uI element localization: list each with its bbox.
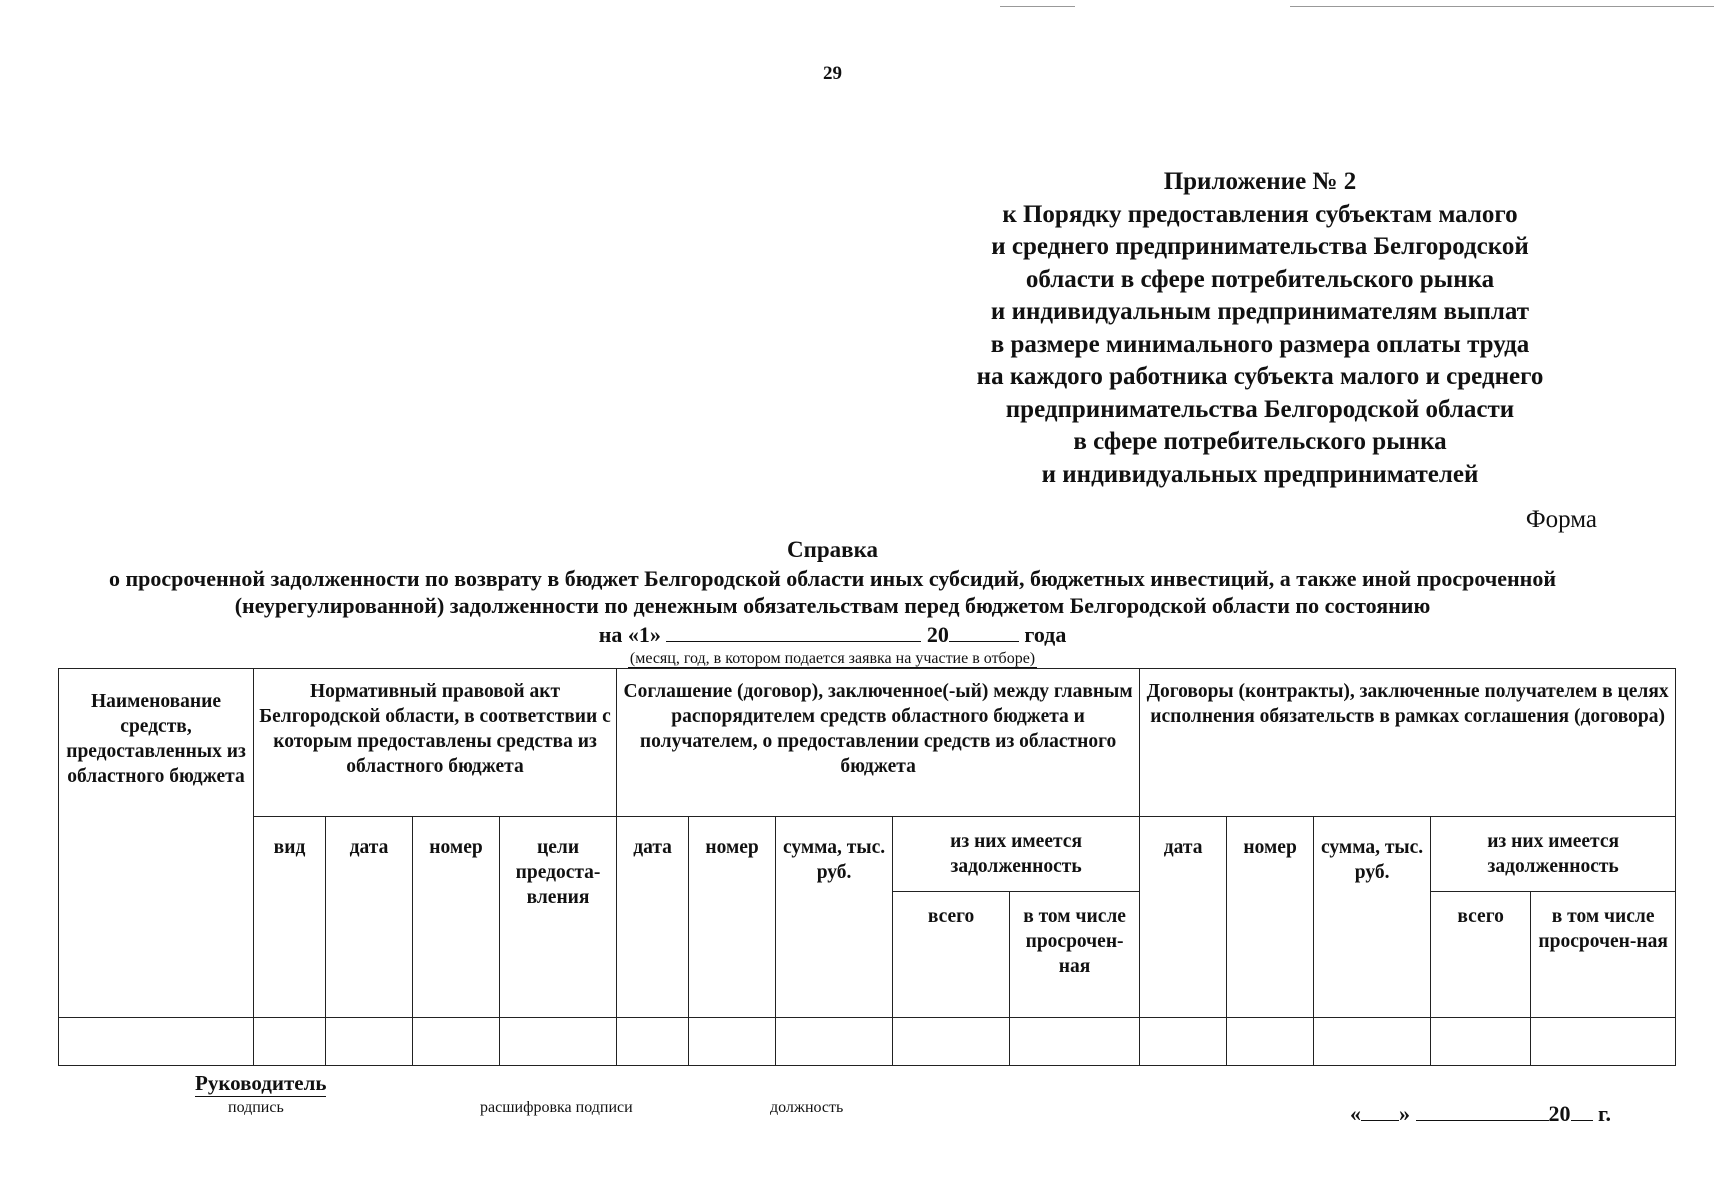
- table-cell[interactable]: [1140, 1017, 1227, 1065]
- month-blank-field[interactable]: [666, 621, 921, 642]
- header-agreement: Соглашение (договор), заключенное(-ый) между главным распорядителем средств областного бюджета и получателем, о предоставлении средств из областного бюджета: [617, 669, 1140, 817]
- table-row: [59, 1017, 1676, 1065]
- header-act-number: номер: [413, 817, 500, 1017]
- appendix-line: в сфере потребительского рынка: [1073, 428, 1447, 455]
- table-cell[interactable]: [1227, 1017, 1314, 1065]
- header-agreement-number: номер: [689, 817, 776, 1017]
- top-rule-1: [1000, 6, 1075, 7]
- appendix-header: [910, 166, 1610, 491]
- date-close-quote: »: [1399, 1101, 1410, 1126]
- table-cell[interactable]: [893, 1017, 1010, 1065]
- header-act-date: дата: [326, 817, 413, 1017]
- date-year-prefix: 20: [1548, 1101, 1571, 1126]
- table-cell[interactable]: [1431, 1017, 1531, 1065]
- date-caption-text: (месяц, год, в котором подается заявка на участие в отборе): [629, 650, 1036, 667]
- header-fund-name: Наименование средств, предоставленных из областного бюджета: [59, 669, 254, 1018]
- signature-decode-caption: расшифровка подписи: [480, 1099, 633, 1116]
- table-cell[interactable]: [1314, 1017, 1431, 1065]
- signature-date: [1350, 1100, 1611, 1127]
- table-cell[interactable]: [1010, 1017, 1140, 1065]
- header-contract-debt: из них имеется задолженность: [1431, 817, 1676, 891]
- table-cell[interactable]: [59, 1017, 254, 1065]
- table-cell[interactable]: [689, 1017, 776, 1065]
- table-cell[interactable]: [326, 1017, 413, 1065]
- top-rule-2: [1290, 6, 1714, 7]
- header-agreement-sum: сумма, тыс. руб.: [776, 817, 893, 1017]
- header-contract-debt-total: всего: [1431, 891, 1531, 1017]
- month-blank-field-footer[interactable]: [1416, 1100, 1549, 1121]
- head-label: Руководитель: [195, 1071, 327, 1095]
- appendix-line: к Порядку предоставления субъектам малого: [1002, 200, 1518, 228]
- header-agreement-debt: из них имеется задолженность: [893, 817, 1140, 891]
- header-act-type: вид: [254, 817, 326, 1017]
- table-cell[interactable]: [617, 1017, 689, 1065]
- appendix-line: области в сфере потребительского рынка: [1025, 265, 1495, 293]
- header-agreement-debt-total: всего: [893, 891, 1010, 1017]
- appendix-line: и среднего предпринимательства Белгородской: [991, 233, 1529, 260]
- appendix-line: предпринимательства Белгородской области: [1005, 395, 1515, 423]
- date-suffix: г.: [1598, 1101, 1612, 1126]
- date-open-quote: «: [1350, 1101, 1361, 1126]
- table-cell[interactable]: [413, 1017, 500, 1065]
- table-cell[interactable]: [776, 1017, 893, 1065]
- appendix-line: и индивидуальных предпринимателей: [1041, 460, 1479, 488]
- header-agreement-debt-overdue: в том числе просрочен-ная: [1010, 891, 1140, 1017]
- date-line-year-prefix: 20: [926, 622, 949, 647]
- document-title: Справка: [787, 537, 878, 562]
- appendix-line: и индивидуальным предпринимателям выплат: [990, 298, 1530, 325]
- table-cell[interactable]: [500, 1017, 617, 1065]
- year-blank-field[interactable]: [949, 621, 1019, 642]
- table-cell[interactable]: [254, 1017, 326, 1065]
- debt-table: [58, 668, 1676, 1066]
- signature-caption: подпись: [228, 1099, 284, 1116]
- header-contract-date: дата: [1140, 817, 1227, 1017]
- header-contracts: Договоры (контракты), заключенные получателем в целях исполнения обязательств в рамках соглашения (договора): [1140, 669, 1676, 817]
- day-blank-field[interactable]: [1361, 1100, 1399, 1121]
- date-line: [0, 621, 1665, 648]
- header-contract-debt-overdue: в том числе просрочен-ная: [1531, 891, 1676, 1017]
- header-legal-act: Нормативный правовой акт Белгородской области, в соответствии с которым предоставлены средства из областного бюджета: [254, 669, 617, 817]
- header-act-purpose: цели предоста-вления: [500, 817, 617, 1017]
- date-line-prefix: на «1»: [598, 622, 661, 647]
- date-caption: [0, 650, 1665, 668]
- date-line-suffix: года: [1024, 622, 1067, 647]
- year-blank-field-footer[interactable]: [1571, 1100, 1593, 1121]
- table-cell[interactable]: [1531, 1017, 1676, 1065]
- document-subtitle: о просроченной задолженности по возврату в бюджет Белгородской области иных субсидий, бюджетных инвестиций, а также иной просроченной (неурегулированной) задолженности по денежным обязательствам перед бюджетом Белгородской области по состоянию: [108, 566, 1557, 618]
- page-number: 29: [823, 63, 842, 84]
- appendix-line: на каждого работника субъекта малого и среднего: [976, 363, 1544, 390]
- appendix-line: в размере минимального размера оплаты труда: [990, 330, 1530, 358]
- position-caption: должность: [770, 1099, 844, 1116]
- header-contract-sum: сумма, тыс. руб.: [1314, 817, 1431, 1017]
- header-agreement-date: дата: [617, 817, 689, 1017]
- appendix-line: Приложение № 2: [1163, 168, 1357, 195]
- header-contract-number: номер: [1227, 817, 1314, 1017]
- form-label: Форма: [1525, 506, 1597, 533]
